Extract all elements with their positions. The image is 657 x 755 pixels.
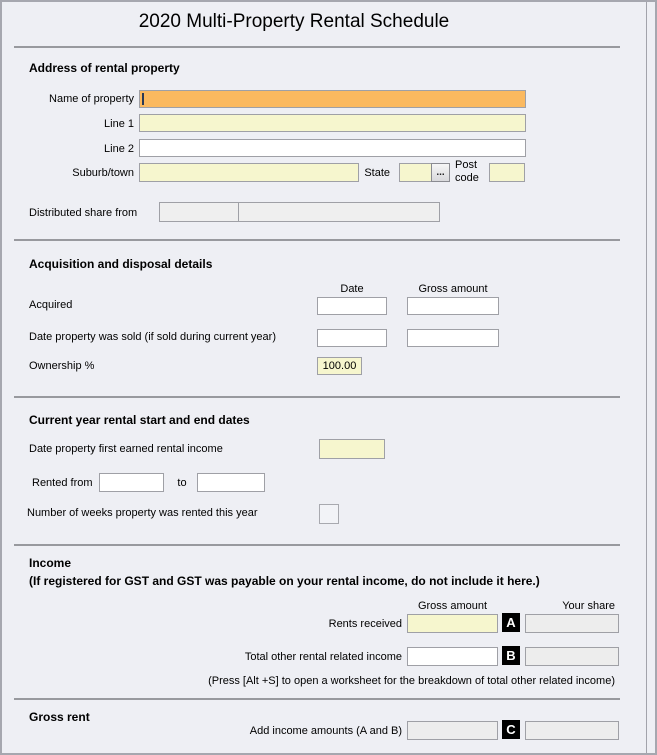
gross-rent-amount-input [407, 721, 498, 740]
ownership-label: Ownership % [29, 360, 95, 372]
your-share-header: Your share [562, 600, 615, 612]
rented-to-label: to [177, 477, 187, 489]
field-badge-b: B [502, 646, 520, 665]
section-divider [14, 698, 620, 700]
page-title: 2020 Multi-Property Rental Schedule [138, 11, 450, 32]
section-divider [14, 396, 620, 398]
income-section-heading: Income [29, 556, 72, 570]
right-gutter-divider [646, 2, 647, 753]
sold-date-label: Date property was sold (if sold during current year) [29, 331, 276, 343]
gross-rent-share-input [525, 721, 619, 740]
distributed-share-field [159, 202, 440, 222]
section-divider [14, 46, 620, 48]
text-caret [142, 93, 144, 105]
state-browse-button[interactable]: ... [431, 163, 450, 182]
other-income-label: Total other rental related income [244, 651, 402, 663]
address-line1-input[interactable] [139, 114, 526, 132]
gross-amount-column-header: Gross amount [418, 283, 488, 295]
rents-received-share-input [525, 614, 619, 633]
section-divider [14, 544, 620, 546]
ownership-percent-input[interactable] [317, 357, 362, 375]
state-input[interactable] [399, 163, 432, 182]
income-gross-amount-header: Gross amount [417, 600, 488, 612]
acquired-date-input[interactable] [317, 297, 387, 315]
acquired-gross-amount-input[interactable] [407, 297, 499, 315]
line1-label: Line 1 [104, 118, 134, 130]
alt-s-worksheet-note: (Press [Alt +S] to open a worksheet for the breakdown of total other related income) [208, 675, 615, 687]
rented-from-label: Rented from [32, 477, 93, 489]
address-line2-input[interactable] [139, 139, 526, 157]
name-of-property-label: Name of property [49, 93, 134, 105]
suburb-town-input[interactable] [139, 163, 359, 182]
gst-note: (If registered for GST and GST was payable on your rental income, do not include it here.) [29, 574, 540, 588]
first-earned-date-input[interactable] [319, 439, 385, 459]
rented-to-input[interactable] [197, 473, 265, 492]
date-column-header: Date [340, 283, 364, 295]
other-income-share-input [525, 647, 619, 666]
other-income-input[interactable] [407, 647, 498, 666]
suburb-town-label: Suburb/town [72, 167, 134, 179]
distributed-share-label: Distributed share from [29, 207, 138, 219]
rental-dates-section-heading: Current year rental start and end dates [29, 413, 250, 427]
name-of-property-input[interactable] [139, 90, 526, 108]
gross-rent-section-heading: Gross rent [29, 710, 90, 724]
field-badge-c: C [502, 720, 520, 739]
acquisition-section-heading: Acquisition and disposal details [29, 257, 213, 271]
line2-label: Line 2 [104, 143, 134, 155]
post-code-label: Post code [455, 159, 479, 184]
add-income-amounts-label: Add income amounts (A and B) [249, 725, 402, 737]
rents-received-label: Rents received [328, 618, 402, 630]
weeks-rented-input[interactable] [319, 504, 339, 524]
post-code-input[interactable] [489, 163, 525, 182]
sold-gross-amount-input[interactable] [407, 329, 499, 347]
first-earned-label: Date property first earned rental income [29, 443, 223, 455]
address-section-heading: Address of rental property [29, 61, 180, 75]
weeks-rented-label: Number of weeks property was rented this year [27, 507, 258, 519]
sold-date-input[interactable] [317, 329, 387, 347]
section-divider [14, 239, 620, 241]
state-label: State [364, 167, 390, 179]
rents-received-input[interactable] [407, 614, 498, 633]
distributed-share-code-cell [160, 203, 239, 221]
rented-from-input[interactable] [99, 473, 164, 492]
acquired-label: Acquired [29, 299, 73, 311]
field-badge-a: A [502, 613, 520, 632]
